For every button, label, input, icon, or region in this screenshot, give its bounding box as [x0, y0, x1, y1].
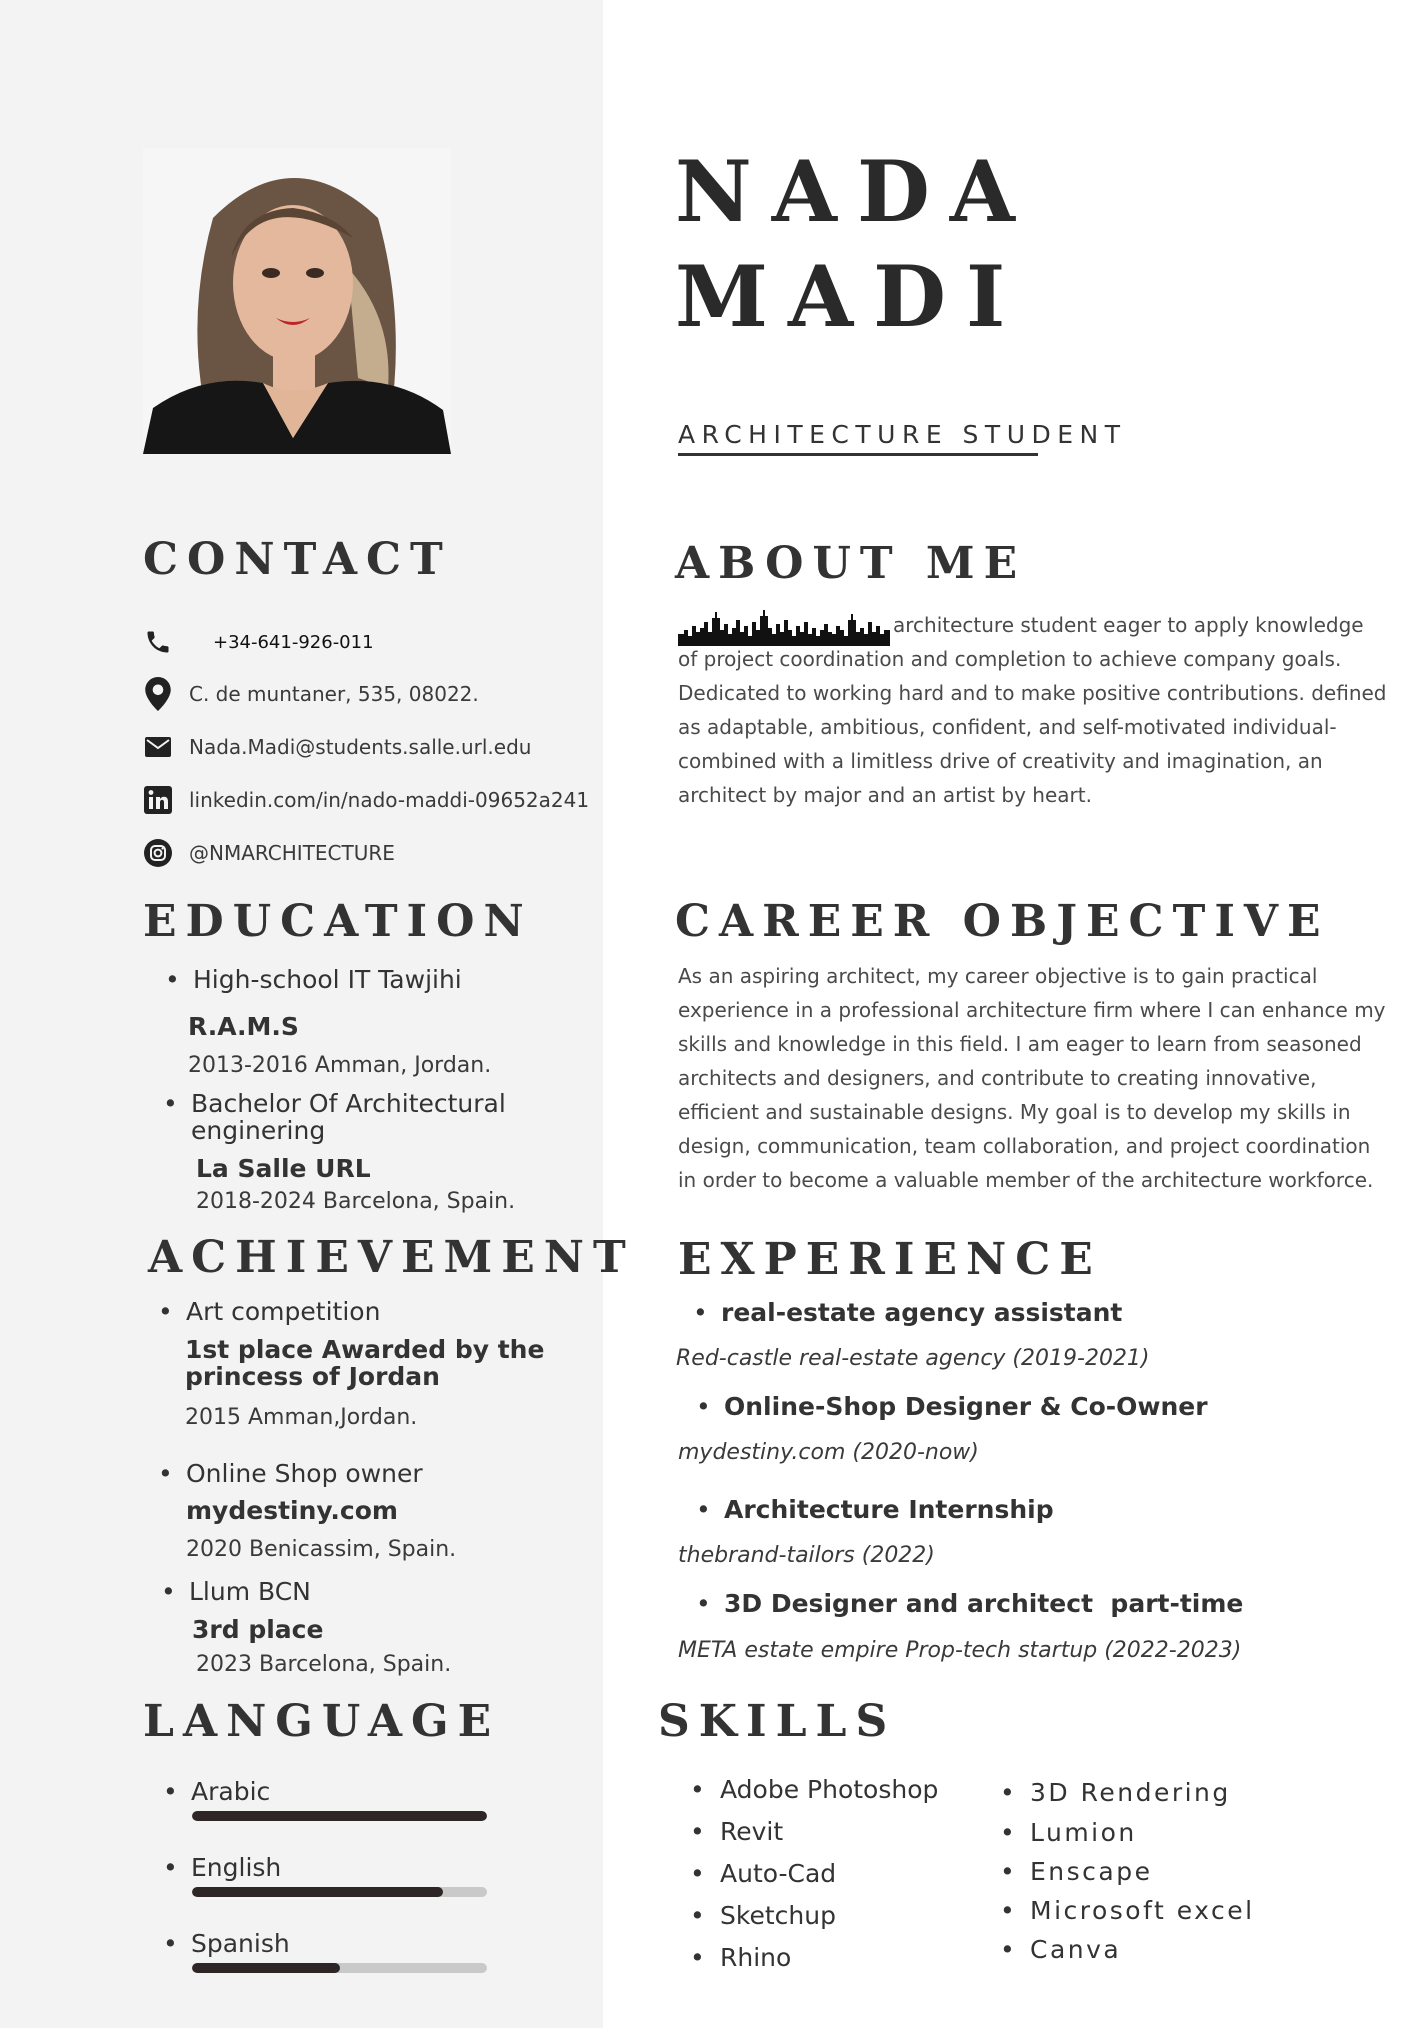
- career-text-line: in order to become a valuable member of the architecture workforce.: [678, 1168, 1374, 1192]
- language-item: • Spanish: [163, 1929, 290, 1958]
- about-text-line: architecture student eager to apply knowledge: [893, 613, 1364, 637]
- skill-item: • Enscape: [1000, 1857, 1153, 1886]
- achievement-heading: ACHIEVEMENT: [148, 1232, 635, 1283]
- achievement-award-line2: princess of Jordan: [185, 1362, 440, 1391]
- contact-linkedin[interactable]: [143, 782, 589, 818]
- language-level-fill: [192, 1963, 340, 1973]
- career-text-line: architects and designers, and contribute to creating innovative,: [678, 1066, 1317, 1090]
- phone-icon: [143, 627, 173, 657]
- skill-item: • Revit: [690, 1817, 784, 1846]
- achievement-item: • Llum BCN: [161, 1577, 311, 1606]
- contact-heading: CONTACT: [143, 534, 452, 585]
- career-text-line: As an aspiring architect, my career objective is to gain practical: [678, 964, 1318, 988]
- contact-address: [143, 676, 479, 712]
- experience-company: Red-castle real-estate agency (2019-2021): [676, 1346, 1150, 1371]
- skill-item: • Lumion: [1000, 1818, 1137, 1847]
- experience-company: mydestiny.com (2020-now): [678, 1440, 979, 1465]
- language-level-fill: [192, 1887, 443, 1897]
- skill-item: • 3D Rendering: [1000, 1778, 1231, 1807]
- language-item: • English: [163, 1853, 282, 1882]
- experience-company: META estate empire Prop-tech startup (2022-2023): [678, 1638, 1242, 1663]
- experience-company: thebrand-tailors (2022): [678, 1543, 935, 1568]
- skill-item: • Microsoft excel: [1000, 1896, 1255, 1925]
- education-degree-line2: enginering: [191, 1116, 326, 1145]
- role-underline: [678, 453, 1038, 456]
- skill-item: • Sketchup: [690, 1901, 836, 1930]
- skill-item: • Adobe Photoshop: [690, 1775, 939, 1804]
- first-name: NADA: [675, 142, 1035, 241]
- language-level-bar: [192, 1811, 487, 1821]
- experience-role: • Architecture Internship: [696, 1495, 1054, 1524]
- education-detail: 2018-2024 Barcelona, Spain.: [196, 1189, 516, 1214]
- about-text-line: combined with a limitless drive of creativity and imagination, an: [678, 749, 1323, 773]
- language-level-fill: [192, 1811, 487, 1821]
- achievement-item: • Online Shop owner: [158, 1459, 423, 1488]
- skill-item: • Rhino: [690, 1943, 792, 1972]
- achievement-detail: 2015 Amman,Jordan.: [185, 1405, 418, 1430]
- about-text-line: architect by major and an artist by heart.: [678, 783, 1092, 807]
- skyline-icon: [678, 608, 890, 646]
- education-heading: EDUCATION: [143, 896, 533, 947]
- skill-item: • Auto-Cad: [690, 1859, 837, 1888]
- achievement-award: 1st place Awarded by the: [185, 1335, 545, 1364]
- skills-heading: SKILLS: [658, 1696, 897, 1747]
- education-school: La Salle URL: [196, 1154, 371, 1183]
- experience-heading: EXPERIENCE: [678, 1234, 1102, 1285]
- education-item: • High-school IT Tawjihi: [165, 965, 462, 994]
- contact-phone: [143, 624, 374, 660]
- career-text-line: skills and knowledge in this field. I am eager to learn from seasoned: [678, 1032, 1362, 1056]
- language-level-bar: [192, 1963, 487, 1973]
- phone-text: +34-641-926-011: [213, 631, 374, 653]
- last-name: MADI: [675, 247, 1026, 346]
- about-text-line: Dedicated to working hard and to make positive contributions. defined: [678, 681, 1387, 705]
- career-text-line: design, communication, team collaboration, and project coordination: [678, 1134, 1371, 1158]
- role-title: ARCHITECTURE STUDENT: [678, 420, 1127, 449]
- email-text: Nada.Madi@students.salle.url.edu: [189, 735, 532, 759]
- contact-email[interactable]: [143, 729, 531, 765]
- experience-role: • 3D Designer and architect part-time: [696, 1589, 1244, 1618]
- career-heading: CAREER OBJECTIVE: [675, 896, 1330, 947]
- education-school: R.A.M.S: [188, 1012, 299, 1041]
- achievement-detail: 2020 Benicassim, Spain.: [186, 1537, 457, 1562]
- linkedin-text: linkedin.com/in/nado-maddi-09652a241: [189, 788, 590, 812]
- experience-role: • Online-Shop Designer & Co-Owner: [696, 1392, 1208, 1421]
- profile-photo: [143, 148, 451, 454]
- achievement-award: mydestiny.com: [186, 1496, 398, 1525]
- instagram-text: @NMARCHITECTURE: [189, 841, 395, 865]
- language-heading: LANGUAGE: [143, 1696, 501, 1747]
- instagram-icon: [143, 838, 173, 868]
- language-item: • Arabic: [163, 1777, 271, 1806]
- career-text-line: efficient and sustainable designs. My goal is to develop my skills in: [678, 1100, 1351, 1124]
- envelope-icon: [143, 732, 173, 762]
- education-detail: 2013-2016 Amman, Jordan.: [188, 1053, 492, 1078]
- about-heading: ABOUT ME: [675, 538, 1027, 589]
- language-level-bar: [192, 1887, 487, 1897]
- contact-instagram[interactable]: [143, 835, 395, 871]
- location-pin-icon: [143, 679, 173, 709]
- about-text-line: as adaptable, ambitious, confident, and self-motivated individual-: [678, 715, 1337, 739]
- career-text-line: experience in a professional architecture firm where I can enhance my: [678, 998, 1386, 1022]
- experience-role: • real-estate agency assistant: [693, 1298, 1123, 1327]
- achievement-award: 3rd place: [192, 1615, 324, 1644]
- about-text-line: of project coordination and completion to achieve company goals.: [678, 647, 1342, 671]
- education-item: • Bachelor Of Architectural: [163, 1089, 506, 1118]
- achievement-detail: 2023 Barcelona, Spain.: [196, 1652, 452, 1677]
- skill-item: • Canva: [1000, 1935, 1122, 1964]
- achievement-item: • Art competition: [158, 1297, 381, 1326]
- linkedin-icon: [143, 785, 173, 815]
- address-text: C. de muntaner, 535, 08022.: [189, 682, 479, 706]
